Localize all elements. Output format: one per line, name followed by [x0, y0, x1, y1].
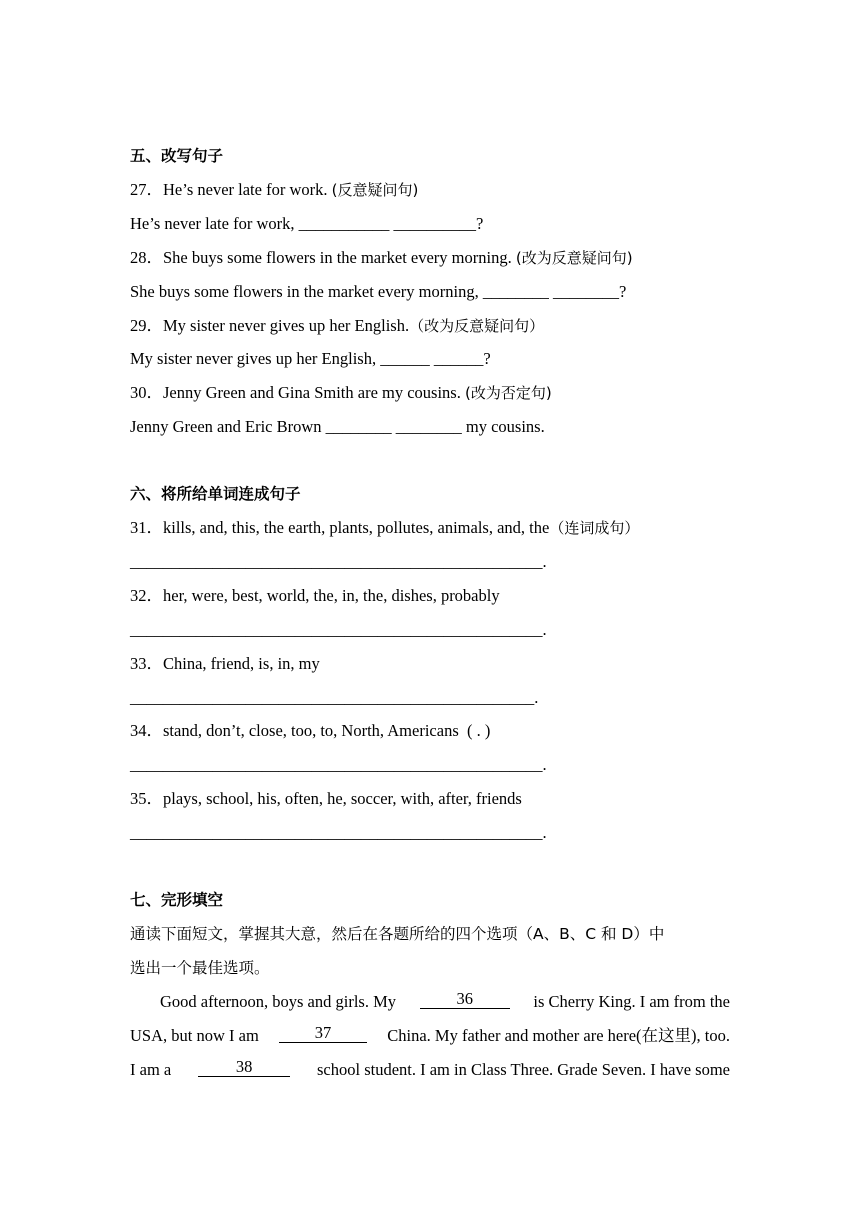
passage-line-3: [130, 1058, 730, 1082]
question-hint: （连词成句）: [549, 519, 640, 537]
answer-30: Jenny Green and Eric Brown ________ ________ my cousins.: [130, 417, 545, 436]
question-number: 28．: [130, 248, 163, 267]
question-text: My sister never gives up her English.: [163, 316, 410, 335]
passage-text: Good afternoon, boys and girls. My: [160, 992, 397, 1011]
question-number: 31．: [130, 518, 163, 537]
question-hint: （改为反意疑问句）: [409, 317, 545, 335]
blank-36[interactable]: 36: [420, 990, 510, 1009]
question-35: [130, 787, 522, 811]
question-text: stand, don’t, close, too, to, North, Americans ( . ): [163, 721, 491, 740]
question-number: 32．: [130, 586, 163, 605]
question-hint: (反意疑问句): [331, 181, 419, 199]
answer-29: My sister never gives up her English, ______ ______?: [130, 349, 491, 368]
section-7-heading: 七、完形填空: [130, 891, 224, 909]
answer-line-33: _________________________________________________.: [130, 688, 539, 707]
question-text: kills, and, this, the earth, plants, pollutes, animals, and, the: [163, 518, 550, 537]
passage-text: China. My father and mother are here(在这里), too.: [387, 1026, 730, 1045]
answer-line-35: __________________________________________________.: [130, 823, 547, 842]
question-28: [130, 246, 633, 270]
question-32: [130, 584, 500, 608]
question-27: [130, 178, 418, 202]
answer-27: He’s never late for work, ___________ __________?: [130, 214, 484, 233]
question-hint: (改为反意疑问句): [515, 249, 633, 267]
question-hint: (改为否定句): [464, 384, 552, 402]
instruction-line-1: 通读下面短文，掌握其大意，然后在各题所给的四个选项（A、B、C 和 D）中: [130, 925, 665, 943]
question-text: her, were, best, world, the, in, the, dishes, probably: [163, 586, 500, 605]
instruction-line-2: 选出一个最佳选项。: [130, 959, 270, 977]
answer-line-31: __________________________________________________.: [130, 552, 547, 571]
question-number: 35．: [130, 789, 163, 808]
question-30: [130, 381, 552, 405]
question-31: [130, 516, 639, 540]
answer-28: She buys some flowers in the market every morning, ________ ________?: [130, 282, 627, 301]
blank-38[interactable]: 38: [198, 1058, 290, 1077]
question-number: 30．: [130, 383, 163, 402]
question-34: [130, 719, 490, 743]
question-text: plays, school, his, often, he, soccer, with, after, friends: [163, 789, 522, 808]
passage-text: USA, but now I am: [130, 1026, 259, 1045]
question-text: She buys some flowers in the market every morning.: [163, 248, 516, 267]
answer-line-34: __________________________________________________.: [130, 755, 547, 774]
question-text: He’s never late for work.: [163, 180, 332, 199]
section-6-heading: 六、将所给单词连成句子: [130, 485, 301, 503]
passage-text: is Cherry King. I am from the: [533, 992, 730, 1011]
question-number: 27．: [130, 180, 163, 199]
passage-text: school student. I am in Class Three. Grade Seven. I have some: [316, 1060, 730, 1079]
question-number: 29．: [130, 316, 163, 335]
blank-37[interactable]: 37: [279, 1024, 367, 1043]
question-number: 34．: [130, 721, 163, 740]
question-text: China, friend, is, in, my: [163, 654, 320, 673]
question-text: Jenny Green and Gina Smith are my cousins.: [163, 383, 465, 402]
question-29: [130, 314, 544, 338]
passage-text: I am a: [130, 1060, 172, 1079]
section-5-heading: 五、改写句子: [130, 147, 224, 165]
question-number: 33．: [130, 654, 163, 673]
passage-line-1: [160, 990, 730, 1014]
passage-line-2: [130, 1024, 730, 1048]
answer-line-32: __________________________________________________.: [130, 620, 547, 639]
question-33: [130, 652, 320, 676]
